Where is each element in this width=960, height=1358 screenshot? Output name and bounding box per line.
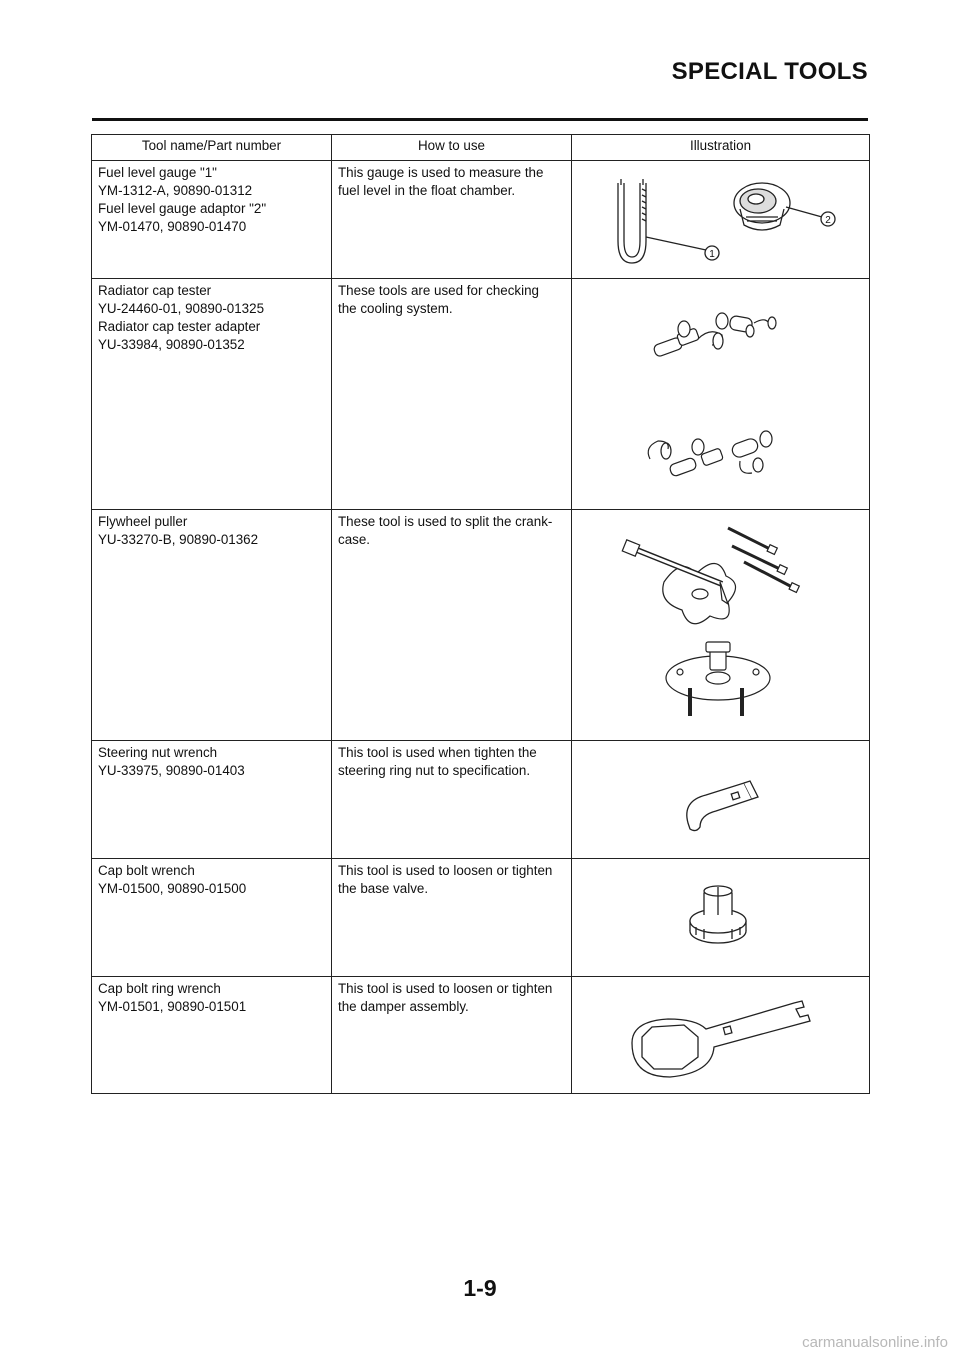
tester-set-bottom <box>648 431 772 477</box>
how-to-use-cell <box>332 977 572 1094</box>
tool-name-line: Steering nut wrench <box>98 745 218 760</box>
usage-line: This tool is used to loosen or tighten <box>338 981 553 996</box>
tool-name-cell <box>92 741 332 859</box>
puller-bolts <box>728 528 799 592</box>
usage-line: case. <box>338 532 371 547</box>
part-number-line: YM-01500, 90890-01500 <box>98 881 247 896</box>
illustration-cell <box>572 859 870 977</box>
usage-line: the damper assembly. <box>338 999 469 1014</box>
callout-1: 1 <box>709 249 715 260</box>
tool-name-cell <box>92 977 332 1094</box>
table-row <box>92 977 870 1094</box>
puller-body <box>622 540 735 624</box>
usage-line: the base valve. <box>338 881 429 896</box>
tool-name-cell <box>92 161 332 279</box>
part-number-line: YM-1312-A, 90890-01312 <box>98 183 253 198</box>
usage-line: fuel level in the float chamber. <box>338 183 516 198</box>
part-number-line: YU-33984, 90890-01352 <box>98 337 245 352</box>
usage-line: the cooling system. <box>338 301 453 316</box>
callout-2: 2 <box>825 215 831 226</box>
usage-line: steering ring nut to specification. <box>338 763 531 778</box>
table-row <box>92 161 870 279</box>
radiator-cap-tester-illustration <box>572 279 868 510</box>
tool-name-line: Cap bolt ring wrench <box>98 981 221 996</box>
illustration-cell <box>572 510 870 741</box>
usage-line: These tool is used to split the crank- <box>338 514 553 529</box>
how-to-use-cell <box>332 279 572 510</box>
illustration-cell <box>572 161 870 279</box>
tester-set-top <box>653 313 776 357</box>
usage-line: These tools are used for checking <box>338 283 539 298</box>
illustration-cell <box>572 279 870 510</box>
table-row <box>92 279 870 510</box>
usage-line: This gauge is used to measure the <box>338 165 544 180</box>
part-number-line: YM-01501, 90890-01501 <box>98 999 247 1014</box>
holder-plate <box>666 642 770 716</box>
illustration-cell <box>572 741 870 859</box>
title-rule <box>92 118 868 121</box>
table-row <box>92 859 870 977</box>
steering-nut-wrench-illustration <box>572 741 868 859</box>
flywheel-puller-illustration <box>572 510 868 741</box>
tool-name-cell <box>92 510 332 741</box>
illustration-cell <box>572 977 870 1094</box>
how-to-use-cell <box>332 859 572 977</box>
tool-name-line: Fuel level gauge adaptor "2" <box>98 201 267 216</box>
part-number-line: YU-24460-01, 90890-01325 <box>98 301 265 316</box>
tool-name-cell <box>92 859 332 977</box>
how-to-use-cell <box>332 161 572 279</box>
tool-name-line: Radiator cap tester adapter <box>98 319 261 334</box>
column-header-tool-name: Tool name/Part number <box>92 135 332 161</box>
tool-name-line: Radiator cap tester <box>98 283 212 298</box>
fuel-level-gauge-illustration <box>572 161 868 279</box>
tool-name-cell <box>92 279 332 510</box>
usage-line: This tool is used when tighten the <box>338 745 537 760</box>
column-header-how-to-use: How to use <box>332 135 572 161</box>
cap-bolt-ring-wrench-illustration <box>572 977 868 1094</box>
watermark: carmanualsonline.info <box>802 1334 948 1351</box>
tool-name-line: Cap bolt wrench <box>98 863 195 878</box>
special-tools-table <box>91 134 870 1094</box>
table-header-row <box>92 135 870 161</box>
how-to-use-cell <box>332 741 572 859</box>
page-number: 1-9 <box>463 1275 497 1301</box>
page-title: SPECIAL TOOLS <box>671 58 868 85</box>
table-row <box>92 741 870 859</box>
part-number-line: YM-01470, 90890-01470 <box>98 219 247 234</box>
column-header-illustration: Illustration <box>572 135 870 161</box>
part-number-line: YU-33975, 90890-01403 <box>98 763 245 778</box>
tool-name-line: Flywheel puller <box>98 514 188 529</box>
cap-bolt-wrench-illustration <box>572 859 868 977</box>
how-to-use-cell <box>332 510 572 741</box>
usage-line: This tool is used to loosen or tighten <box>338 863 553 878</box>
tool-name-line: Fuel level gauge "1" <box>98 165 217 180</box>
part-number-line: YU-33270-B, 90890-01362 <box>98 532 259 547</box>
table-row <box>92 510 870 741</box>
